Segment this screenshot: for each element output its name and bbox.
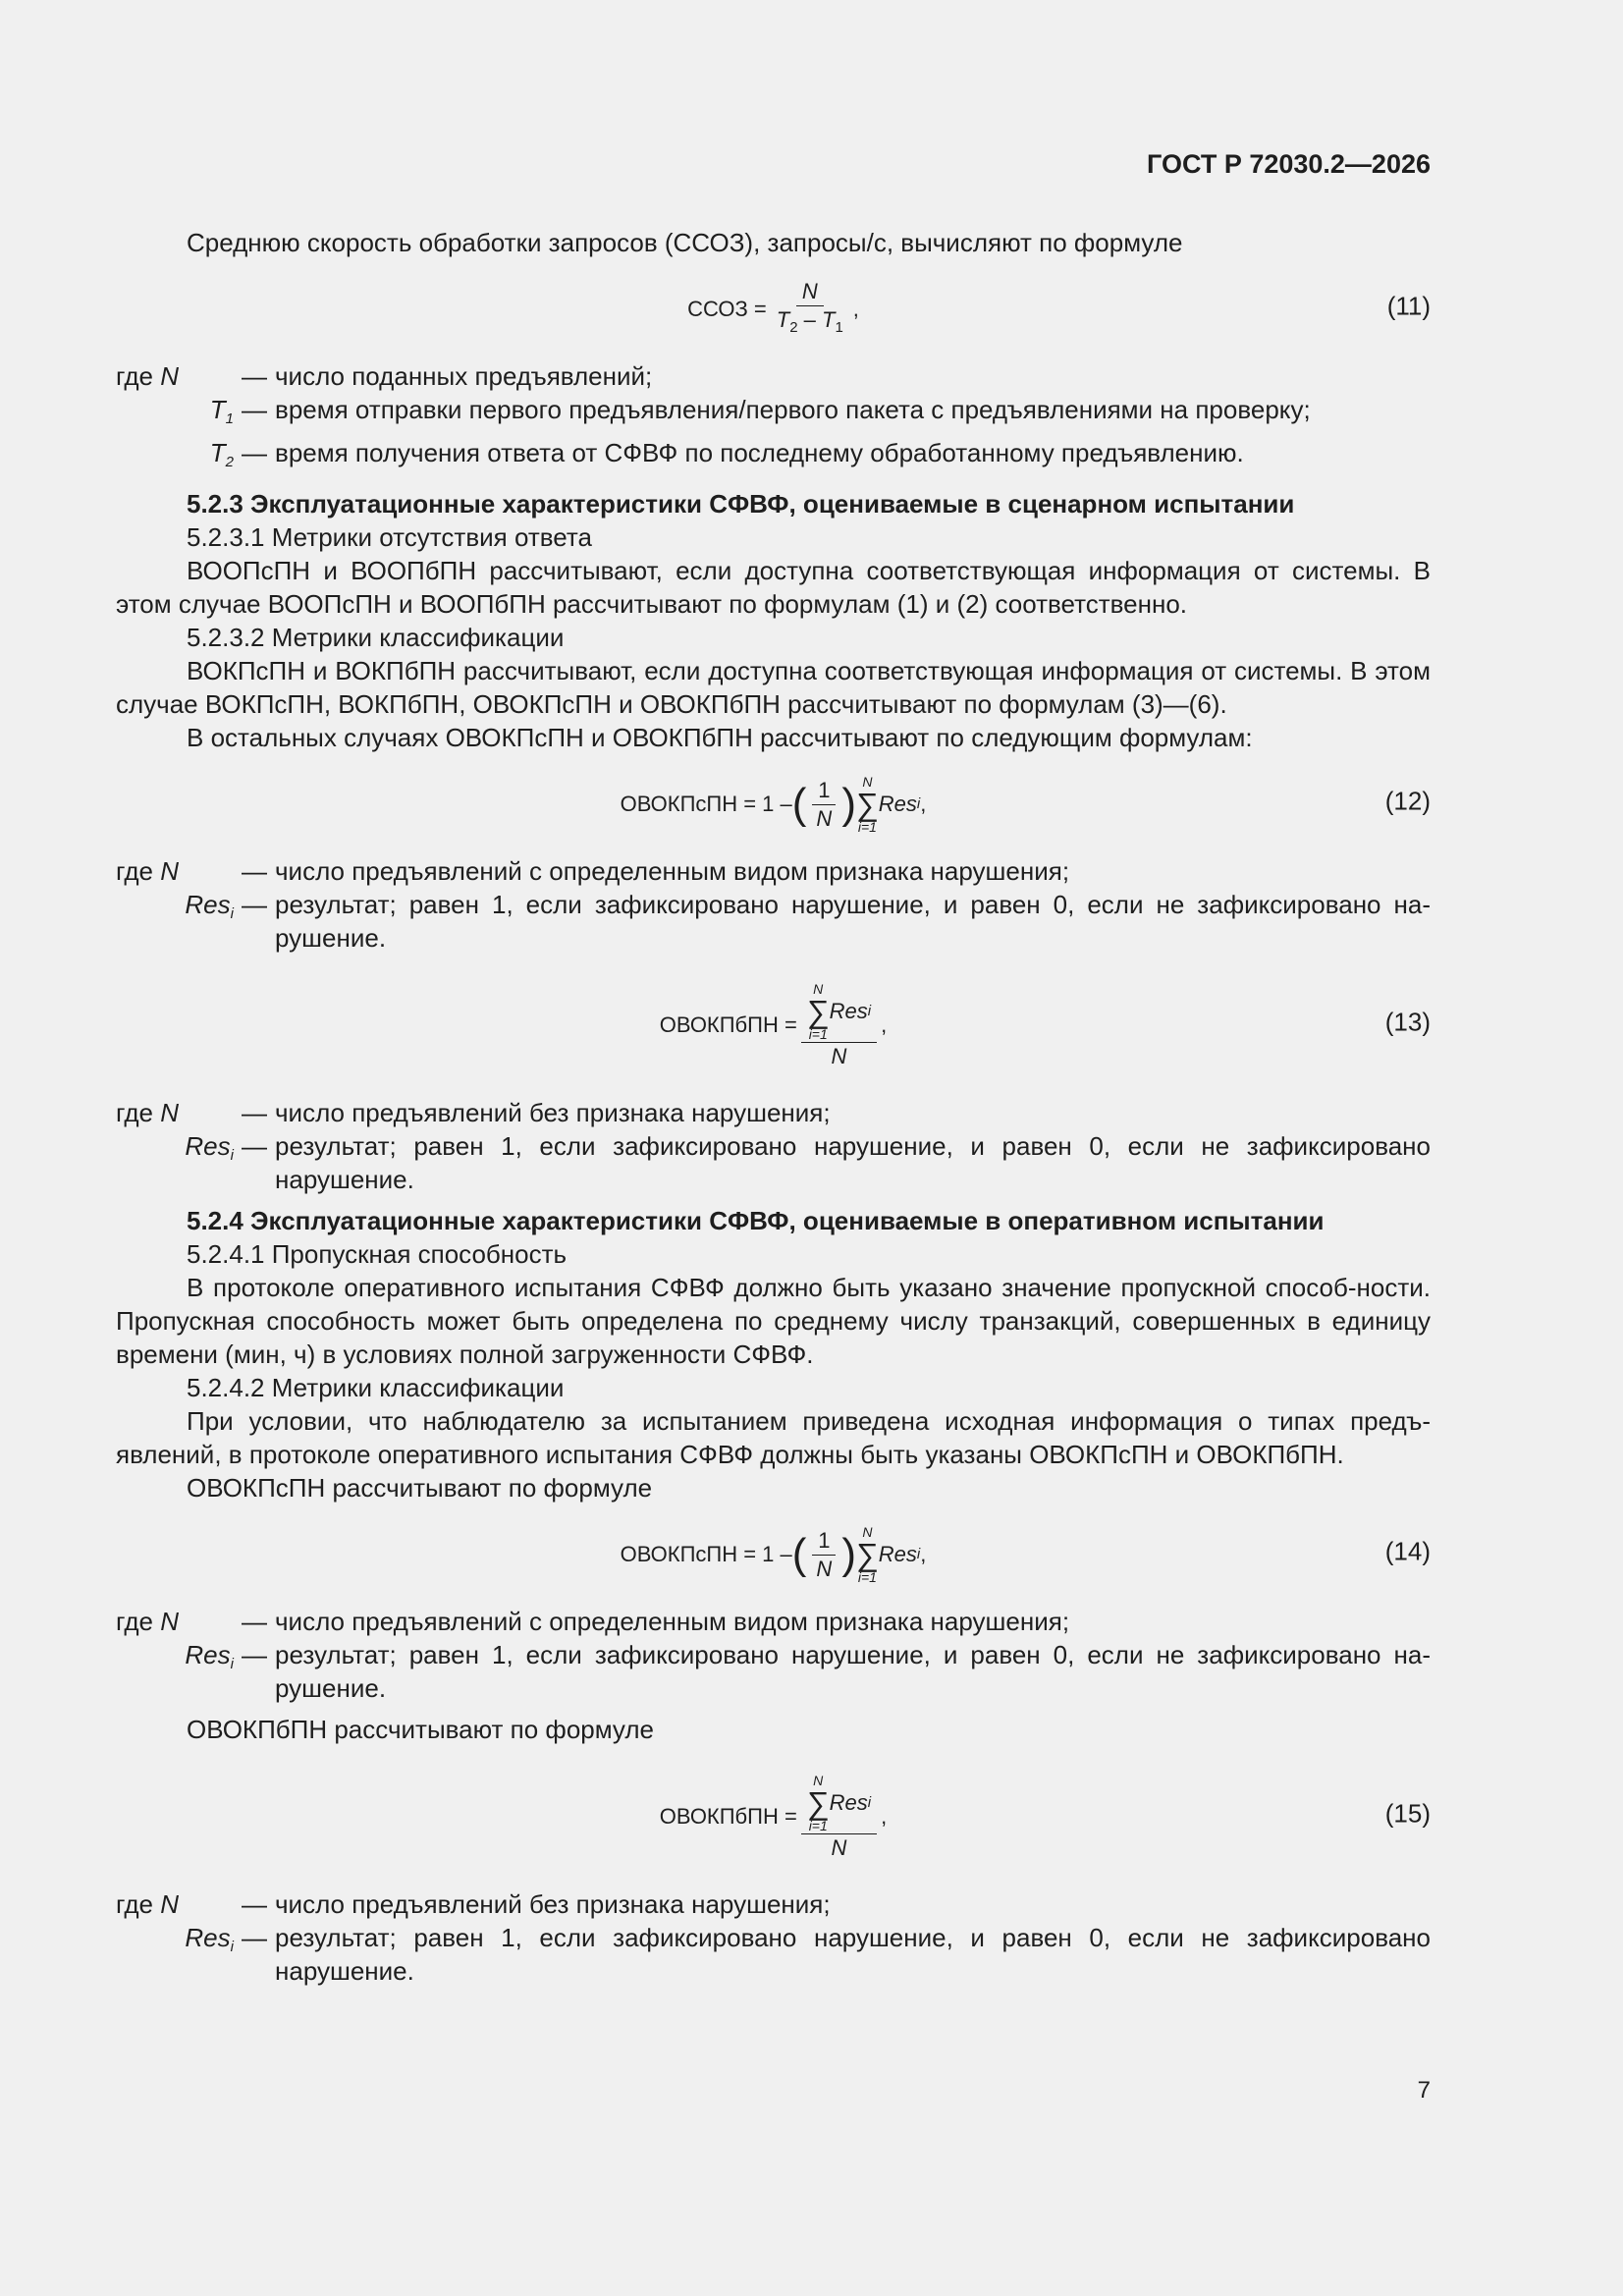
definition-symbol: Res$_i$ (185, 1131, 234, 1164)
definition-text: результат; равен 1, если зафиксировано нарушение, и равен 0, если не зафиксировано нарушение. (275, 1131, 1431, 1194)
definition-row (116, 1605, 1431, 1638)
formula-13-lhs: ОВОКПбПН = (659, 1012, 797, 1037)
definition-dash: — (242, 1131, 267, 1161)
definition-symbol: где N (116, 1098, 179, 1127)
paragraph-5-2-4-2-a: При условии, что наблюдателю за испытанием приведена исходная информация о типах предъ-явлений, в протоколе оперативного испытания СФВФ должны быть указаны ОВОКПсПН и ОВОКПбПН. (116, 1406, 1431, 1469)
definitions-11 (116, 359, 1431, 479)
definition-symbol: Res$_i$ (185, 1640, 234, 1672)
formula-11-fraction (771, 278, 849, 342)
formula-15: ОВОКПбПН = N ∑ i=1 Res i N , (15) (659, 1772, 1431, 1860)
definition-dash: — (242, 1889, 267, 1919)
paragraph-sssz-intro: Среднюю скорость обработки запросов (ССОЗ), запросы/с, вычисляют по формуле (187, 228, 1183, 257)
definition-dash: — (242, 361, 267, 391)
definition-symbol: где N (116, 856, 179, 886)
definition-row (116, 436, 1431, 479)
formula-15-fraction: N ∑ i=1 Res i N (801, 1773, 877, 1862)
definition-text: число поданных предъявлений; (275, 361, 653, 391)
formula-13-number: (13) (1384, 1007, 1431, 1037)
formula-11: ССОЗ = $\frac{N}{T_2 - T_1}$ , (11) (116, 265, 1431, 354)
definition-row (116, 1887, 1431, 1921)
section-5-2-4-2-title: 5.2.4.2 Метрики классификации (187, 1373, 565, 1402)
definition-dash: — (242, 890, 267, 919)
section-5-2-3-1-title: 5.2.3.1 Метрики отсутствия ответа (187, 522, 592, 552)
definition-row (116, 1921, 1431, 1988)
definition-dash: — (242, 856, 267, 886)
paragraph-5-2-4-2-b: ОВОКПсПН рассчитывают по формуле (187, 1473, 653, 1503)
page-content (116, 226, 1431, 1990)
definition-dash: — (242, 1098, 267, 1127)
definitions-14 (116, 1605, 1431, 1705)
section-5-2-3-2-title: 5.2.3.2 Метрики классификации (187, 623, 565, 652)
definition-row (116, 888, 1431, 955)
paragraph-5-2-3-2-a: ВОКПсПН и ВОКПбПН рассчитывают, если доступна соответствующая информация от системы. В этом случае ВОКПсПН, ВОКПбПН, ОВОКПсПН и ОВОКПбПН рассчитывают по формулам (3)—(6). (116, 656, 1431, 719)
formula-14-sum: N ∑ i=1 (855, 1524, 879, 1585)
formula-11-numerator: N (796, 278, 824, 306)
formula-12-lhs: ОВОКПсПН = 1 – (620, 792, 792, 816)
definition-row (116, 359, 1431, 393)
definition-dash: — (242, 1923, 267, 1952)
definitions-15 (116, 1887, 1431, 1988)
section-5-2-3-title: 5.2.3 Эксплуатационные характеристики СФВФ, оцениваемые в сценарном испытании (187, 489, 1295, 519)
paragraph-5-2-3-1: ВООПсПН и ВООПбПН рассчитывают, если доступна соответствующая информация от системы. В этом случае ВООПсПН и ВООПбПН рассчитывают по формулам (1) и (2) соответственно. (116, 556, 1431, 619)
definition-dash: — (242, 438, 267, 467)
definition-text: число предъявлений без признака нарушения; (275, 1098, 831, 1127)
formula-14-number: (14) (1384, 1536, 1431, 1566)
definition-symbol: где N (116, 361, 179, 391)
formula-14-lhs: ОВОКПсПН = 1 – (620, 1542, 792, 1566)
definition-symbol: где N (116, 1889, 179, 1919)
paragraph-5-2-3-2-b: В остальных случаях ОВОКПсПН и ОВОКПбПН рассчитывают по следующим формулам: (187, 723, 1253, 752)
definitions-12 (116, 854, 1431, 955)
formula-13-fraction: N ∑ i=1 Res i N (801, 981, 877, 1070)
definition-text: число предъявлений с определенным видом признака нарушения; (275, 856, 1070, 886)
definition-text: результат; равен 1, если зафиксировано нарушение, и равен 0, если не зафиксировано нарушение. (275, 1923, 1431, 1986)
definition-text: число предъявлений без признака нарушения; (275, 1889, 831, 1919)
definition-text: результат; равен 1, если зафиксировано нарушение, и равен 0, если не зафиксировано на-рушение. (275, 1640, 1431, 1703)
formula-12-number: (12) (1384, 786, 1431, 816)
definition-symbol: где N (116, 1607, 179, 1636)
definition-row (116, 1638, 1431, 1705)
formula-15-lhs: ОВОКПбПН = (659, 1804, 797, 1829)
formula-11-denominator: $T_2 - T_1$ (776, 306, 843, 336)
definition-text: время получения ответа от СФВФ по последнему обработанному предъявлению. (275, 438, 1244, 467)
formula-12-fraction: $\frac{1}{N}$ (810, 777, 838, 833)
definition-dash: — (242, 395, 267, 424)
formula-12: ОВОКПсПН = 1 – ( $\frac{1}{N}$ ) N ∑ i=1 Res i , (12) (620, 774, 1431, 835)
definition-row (116, 1129, 1431, 1196)
section-5-2-4-1-title: 5.2.4.1 Пропускная способность (187, 1239, 568, 1269)
formula-13: ОВОКПбПН = N ∑ i=1 Res i N , (13) (659, 980, 1431, 1068)
definition-dash: — (242, 1607, 267, 1636)
formula-15-number: (15) (1384, 1798, 1431, 1829)
definition-symbol: Res$_i$ (185, 1923, 234, 1955)
definition-row (116, 393, 1431, 436)
definition-row (116, 854, 1431, 888)
formula-11-number: (11) (1386, 291, 1431, 321)
definition-symbol: $T_1$ (209, 395, 234, 427)
page-number: 7 (1417, 2077, 1431, 2104)
document-header: ГОСТ Р 72030.2—2026 (1147, 149, 1431, 179)
formula-14: ОВОКПсПН = 1 – ( $\frac{1}{N}$ ) N ∑ i=1 Res i , (14) (620, 1524, 1431, 1585)
definition-text: число предъявлений с определенным видом признака нарушения; (275, 1607, 1070, 1636)
formula-14-fraction: $\frac{1}{N}$ (810, 1527, 838, 1583)
definition-dash: — (242, 1640, 267, 1669)
definition-symbol: $T_2$ (209, 438, 234, 470)
paragraph-ovokpbpn-intro: ОВОКПбПН рассчитывают по формуле (187, 1715, 654, 1744)
definition-text: результат; равен 1, если зафиксировано нарушение, и равен 0, если не зафиксировано на-рушение. (275, 890, 1431, 953)
section-5-2-4-title: 5.2.4 Эксплуатационные характеристики СФВФ, оцениваемые в оперативном испытании (187, 1206, 1325, 1235)
formula-11-lhs: ССОЗ = (687, 297, 767, 321)
definitions-13 (116, 1096, 1431, 1196)
definition-text: время отправки первого предъявления/первого пакета с предъявлениями на проверку; (275, 395, 1311, 424)
paragraph-5-2-4-1: В протоколе оперативного испытания СФВФ должно быть указано значение пропускной способ-ности. Пропускная способность может быть определена по среднему числу транзакций, совершенных в единицу времени (мин, ч) в условиях полной загруженности СФВФ. (116, 1273, 1431, 1369)
definition-symbol: Res$_i$ (185, 890, 234, 922)
formula-12-sum: N ∑ i=1 (855, 774, 879, 835)
definition-row (116, 1096, 1431, 1129)
